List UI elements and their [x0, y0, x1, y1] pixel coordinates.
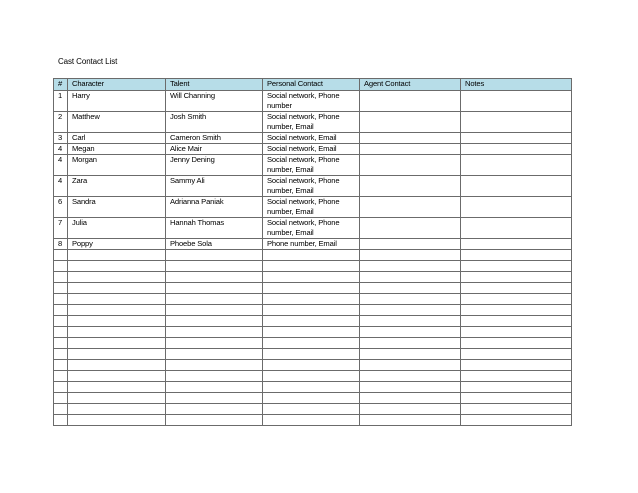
- cell-agent-contact: [360, 218, 461, 239]
- empty-cell: [54, 360, 68, 371]
- empty-cell: [263, 371, 360, 382]
- cell-agent-contact: [360, 239, 461, 250]
- table-row: [54, 144, 572, 155]
- cell-talent: Cameron Smith: [166, 133, 263, 144]
- empty-cell: [166, 393, 263, 404]
- table-row-empty: [54, 316, 572, 327]
- cell-talent: Alice Mair: [166, 144, 263, 155]
- empty-cell: [360, 371, 461, 382]
- cell-character: Morgan: [68, 155, 166, 176]
- empty-cell: [461, 316, 572, 327]
- empty-cell: [360, 294, 461, 305]
- cell-number: 3: [54, 133, 68, 144]
- cell-personal-contact: Social network, Phone number: [263, 91, 360, 112]
- empty-cell: [461, 294, 572, 305]
- empty-cell: [461, 382, 572, 393]
- cell-talent: Adrianna Paniak: [166, 197, 263, 218]
- empty-cell: [68, 250, 166, 261]
- table-row-empty: [54, 371, 572, 382]
- empty-cell: [68, 393, 166, 404]
- empty-cell: [54, 316, 68, 327]
- empty-cell: [54, 283, 68, 294]
- empty-cell: [166, 371, 263, 382]
- empty-cell: [461, 349, 572, 360]
- cell-number: 7: [54, 218, 68, 239]
- table-row-empty: [54, 272, 572, 283]
- cast-contact-table: [53, 78, 572, 426]
- empty-cell: [360, 360, 461, 371]
- empty-cell: [166, 261, 263, 272]
- empty-cell: [166, 349, 263, 360]
- empty-cell: [461, 250, 572, 261]
- cell-number: 2: [54, 112, 68, 133]
- empty-cell: [461, 272, 572, 283]
- empty-cell: [68, 327, 166, 338]
- empty-cell: [263, 360, 360, 371]
- empty-cell: [360, 305, 461, 316]
- table-row-empty: [54, 404, 572, 415]
- column-header-personal-contact: Personal Contact: [263, 79, 360, 91]
- empty-cell: [166, 272, 263, 283]
- empty-cell: [54, 250, 68, 261]
- empty-cell: [166, 316, 263, 327]
- empty-cell: [263, 327, 360, 338]
- empty-cell: [360, 349, 461, 360]
- empty-cell: [68, 338, 166, 349]
- empty-cell: [166, 415, 263, 426]
- cell-personal-contact: Social network, Phone number, Email: [263, 176, 360, 197]
- cell-agent-contact: [360, 112, 461, 133]
- cell-agent-contact: [360, 176, 461, 197]
- empty-cell: [263, 261, 360, 272]
- empty-cell: [68, 360, 166, 371]
- empty-cell: [68, 261, 166, 272]
- empty-cell: [263, 393, 360, 404]
- cell-personal-contact: Social network, Phone number, Email: [263, 155, 360, 176]
- empty-cell: [166, 283, 263, 294]
- empty-cell: [263, 316, 360, 327]
- cell-number: 4: [54, 176, 68, 197]
- table-row: [54, 239, 572, 250]
- empty-cell: [54, 338, 68, 349]
- empty-cell: [54, 371, 68, 382]
- empty-cell: [54, 327, 68, 338]
- empty-cell: [54, 272, 68, 283]
- table-row-empty: [54, 294, 572, 305]
- empty-cell: [54, 294, 68, 305]
- empty-cell: [461, 360, 572, 371]
- empty-cell: [461, 371, 572, 382]
- empty-cell: [166, 294, 263, 305]
- empty-cell: [68, 305, 166, 316]
- empty-cell: [263, 250, 360, 261]
- table-body: [54, 91, 572, 426]
- table-header-row: [54, 79, 572, 91]
- empty-cell: [263, 415, 360, 426]
- empty-cell: [461, 415, 572, 426]
- cell-notes: [461, 176, 572, 197]
- empty-cell: [166, 338, 263, 349]
- empty-cell: [166, 250, 263, 261]
- cell-agent-contact: [360, 91, 461, 112]
- cell-character: Megan: [68, 144, 166, 155]
- empty-cell: [68, 272, 166, 283]
- cell-talent: Hannah Thomas: [166, 218, 263, 239]
- cell-notes: [461, 239, 572, 250]
- cell-character: Julia: [68, 218, 166, 239]
- empty-cell: [360, 327, 461, 338]
- empty-cell: [54, 349, 68, 360]
- cell-notes: [461, 91, 572, 112]
- cell-number: 4: [54, 155, 68, 176]
- table-row: [54, 133, 572, 144]
- cell-agent-contact: [360, 197, 461, 218]
- cell-personal-contact: Social network, Phone number, Email: [263, 112, 360, 133]
- table-row: [54, 155, 572, 176]
- cell-talent: Jenny Dening: [166, 155, 263, 176]
- table-row-empty: [54, 360, 572, 371]
- empty-cell: [166, 327, 263, 338]
- cell-notes: [461, 218, 572, 239]
- table-row-empty: [54, 261, 572, 272]
- empty-cell: [360, 272, 461, 283]
- empty-cell: [360, 338, 461, 349]
- empty-cell: [263, 272, 360, 283]
- cell-notes: [461, 155, 572, 176]
- empty-cell: [54, 404, 68, 415]
- empty-cell: [263, 382, 360, 393]
- table-row: [54, 218, 572, 239]
- empty-cell: [54, 382, 68, 393]
- page-title: Cast Contact List: [58, 57, 118, 66]
- cell-number: 6: [54, 197, 68, 218]
- empty-cell: [166, 360, 263, 371]
- empty-cell: [360, 382, 461, 393]
- empty-cell: [263, 294, 360, 305]
- empty-cell: [461, 283, 572, 294]
- cell-character: Sandra: [68, 197, 166, 218]
- cell-personal-contact: Social network, Phone number, Email: [263, 218, 360, 239]
- cell-notes: [461, 197, 572, 218]
- column-header-talent: Talent: [166, 79, 263, 91]
- table-row: [54, 91, 572, 112]
- empty-cell: [360, 415, 461, 426]
- empty-cell: [166, 382, 263, 393]
- column-header-agent-contact: Agent Contact: [360, 79, 461, 91]
- empty-cell: [166, 305, 263, 316]
- cell-character: Harry: [68, 91, 166, 112]
- cell-talent: Sammy Ali: [166, 176, 263, 197]
- table-row-empty: [54, 283, 572, 294]
- column-header-number: #: [54, 79, 68, 91]
- empty-cell: [360, 261, 461, 272]
- empty-cell: [461, 393, 572, 404]
- empty-cell: [360, 316, 461, 327]
- empty-cell: [68, 316, 166, 327]
- empty-cell: [461, 261, 572, 272]
- table-row-empty: [54, 349, 572, 360]
- empty-cell: [54, 415, 68, 426]
- table-row: [54, 176, 572, 197]
- cell-notes: [461, 133, 572, 144]
- empty-cell: [263, 283, 360, 294]
- cell-number: 8: [54, 239, 68, 250]
- cell-agent-contact: [360, 144, 461, 155]
- table-row-empty: [54, 393, 572, 404]
- empty-cell: [68, 382, 166, 393]
- table-row-empty: [54, 327, 572, 338]
- table-row: [54, 197, 572, 218]
- table-row-empty: [54, 250, 572, 261]
- empty-cell: [54, 261, 68, 272]
- empty-cell: [54, 393, 68, 404]
- empty-cell: [263, 338, 360, 349]
- empty-cell: [461, 338, 572, 349]
- cell-personal-contact: Social network, Email: [263, 144, 360, 155]
- cell-agent-contact: [360, 155, 461, 176]
- table-row-empty: [54, 415, 572, 426]
- table-row-empty: [54, 305, 572, 316]
- cell-talent: Josh Smith: [166, 112, 263, 133]
- empty-cell: [68, 371, 166, 382]
- cell-notes: [461, 112, 572, 133]
- cell-personal-contact: Social network, Email: [263, 133, 360, 144]
- empty-cell: [461, 404, 572, 415]
- column-header-character: Character: [68, 79, 166, 91]
- empty-cell: [263, 305, 360, 316]
- empty-cell: [360, 404, 461, 415]
- empty-cell: [68, 404, 166, 415]
- empty-cell: [68, 415, 166, 426]
- empty-cell: [360, 250, 461, 261]
- cell-personal-contact: Phone number, Email: [263, 239, 360, 250]
- cell-talent: Will Channing: [166, 91, 263, 112]
- empty-cell: [263, 349, 360, 360]
- cell-character: Matthew: [68, 112, 166, 133]
- empty-cell: [461, 305, 572, 316]
- cell-character: Poppy: [68, 239, 166, 250]
- empty-cell: [461, 327, 572, 338]
- empty-cell: [263, 404, 360, 415]
- cell-character: Zara: [68, 176, 166, 197]
- empty-cell: [166, 404, 263, 415]
- table-row: [54, 112, 572, 133]
- cell-personal-contact: Social network, Phone number, Email: [263, 197, 360, 218]
- empty-cell: [68, 294, 166, 305]
- cell-agent-contact: [360, 133, 461, 144]
- cell-talent: Phoebe Sola: [166, 239, 263, 250]
- empty-cell: [68, 349, 166, 360]
- empty-cell: [360, 283, 461, 294]
- empty-cell: [360, 393, 461, 404]
- cell-notes: [461, 144, 572, 155]
- cell-number: 1: [54, 91, 68, 112]
- table-row-empty: [54, 382, 572, 393]
- cell-number: 4: [54, 144, 68, 155]
- empty-cell: [68, 283, 166, 294]
- column-header-notes: Notes: [461, 79, 572, 91]
- table-row-empty: [54, 338, 572, 349]
- empty-cell: [54, 305, 68, 316]
- cell-character: Carl: [68, 133, 166, 144]
